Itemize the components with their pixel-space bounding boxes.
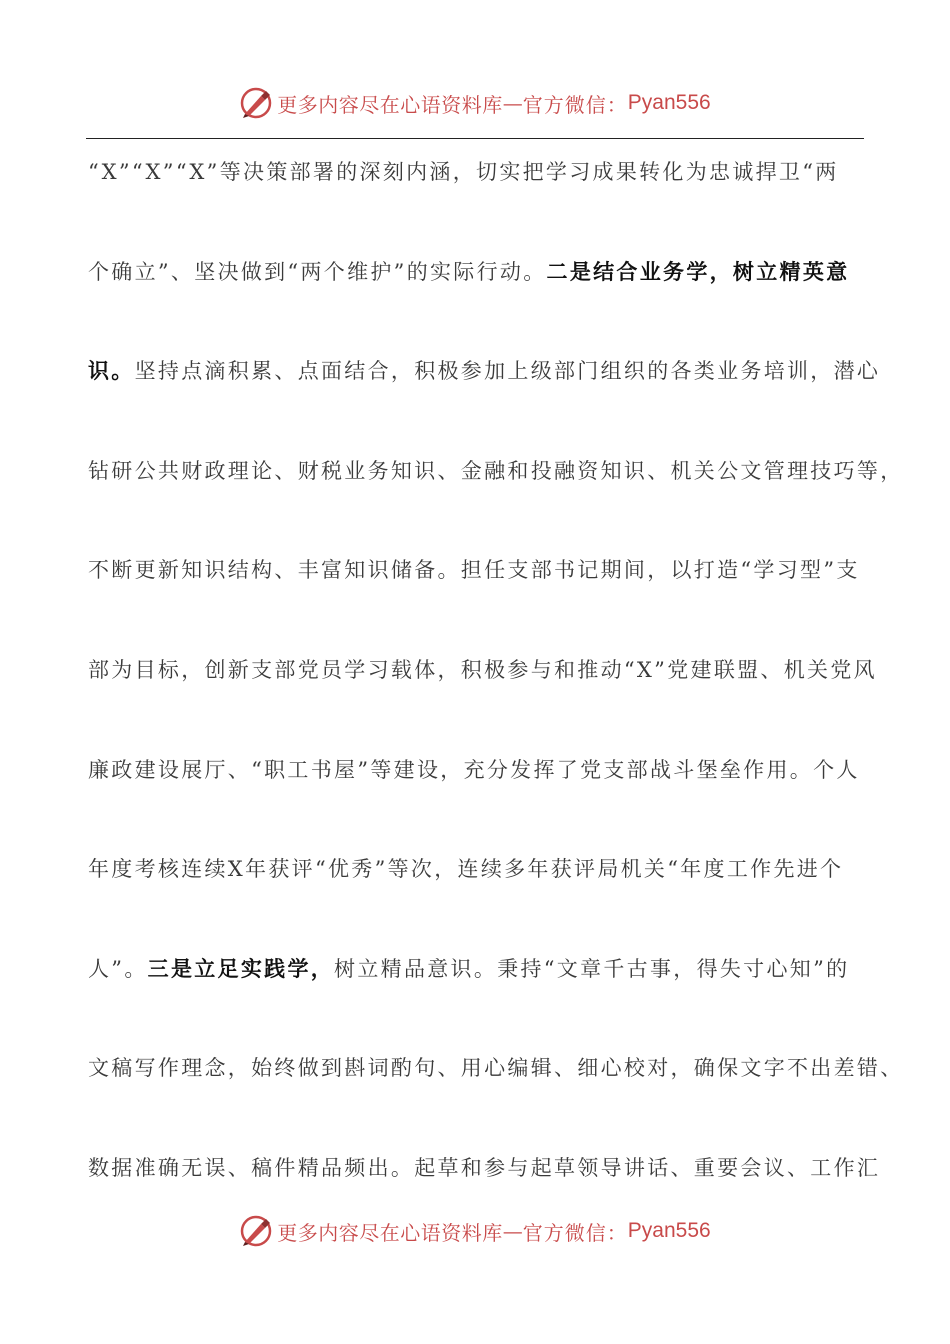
pen-nib-icon <box>239 86 273 120</box>
watermark-text: 更多内容尽在心语资料库 <box>277 92 503 117</box>
text-segment: 文稿写作理念，始终做到斟词酌句、用心编辑、细心校对，确保文字不出差错、 <box>88 1056 904 1081</box>
text-segment: 不断更新知识结构、丰富知识储备。担任支部书记期间，以打造“学习型”支 <box>88 558 860 583</box>
watermark-separator: — <box>502 91 523 115</box>
watermark-id: Pyan556 <box>627 91 711 114</box>
text-line <box>88 248 860 348</box>
text-segment: 个确立”、坚决做到“两个维护”的实际行动。 <box>88 259 547 284</box>
text-line <box>88 546 860 646</box>
text-line <box>88 347 881 447</box>
text-segment: 数据准确无误、稿件精品频出。起草和参与起草领导讲话、重要会议、工作汇 <box>88 1155 881 1180</box>
text-segment: 树立精品意识。秉持“文章千古事，得失寸心知”的 <box>334 956 850 981</box>
text-segment: 坚持点滴积累、点面结合，积极参加上级部门组织的各类业务培训，潜心 <box>134 359 881 384</box>
document-body <box>88 148 904 1244</box>
watermark-label: 官方微信： <box>522 1220 628 1245</box>
header-divider <box>86 138 864 139</box>
bold-text-segment: 识。 <box>88 358 135 384</box>
watermark-text: 更多内容尽在心语资料库 <box>277 1220 503 1245</box>
watermark-label: 官方微信： <box>522 92 628 117</box>
text-segment: 年度考核连续X年获评“优秀”等次，连续多年获评局机关“年度工作先进个 <box>88 857 844 882</box>
text-segment: 部为目标，创新支部党员学习载体，积极参与和推动“X”党建联盟、机关党风 <box>88 657 877 682</box>
text-line <box>88 845 860 945</box>
text-segment: 人”。 <box>88 956 148 981</box>
bold-text-segment: 三是立足实践学， <box>147 955 335 981</box>
footer-watermark <box>0 1210 950 1252</box>
text-line <box>88 1044 904 1144</box>
text-segment: “X”“X”“X”等决策部署的深刻内涵，切实把学习成果转化为忠诚捍卫“两 <box>88 160 839 184</box>
text-segment: 廉政建设展厅、“职工书屋”等建设，充分发挥了党支部战斗堡垒作用。个人 <box>88 757 860 782</box>
watermark-separator: — <box>502 1219 523 1243</box>
bold-text-segment: 二是结合业务学，树立精英意 <box>546 258 850 284</box>
text-segment: 钻研公共财政理论、财税业务知识、金融和投融资知识、机关公文管理技巧等， <box>88 458 904 483</box>
text-line <box>88 447 904 547</box>
text-line <box>88 945 860 1045</box>
text-line <box>88 646 877 746</box>
text-line <box>88 746 860 846</box>
header-watermark <box>0 82 950 124</box>
text-line <box>88 148 860 248</box>
pen-nib-icon <box>239 1214 273 1248</box>
watermark-id: Pyan556 <box>627 1219 711 1242</box>
